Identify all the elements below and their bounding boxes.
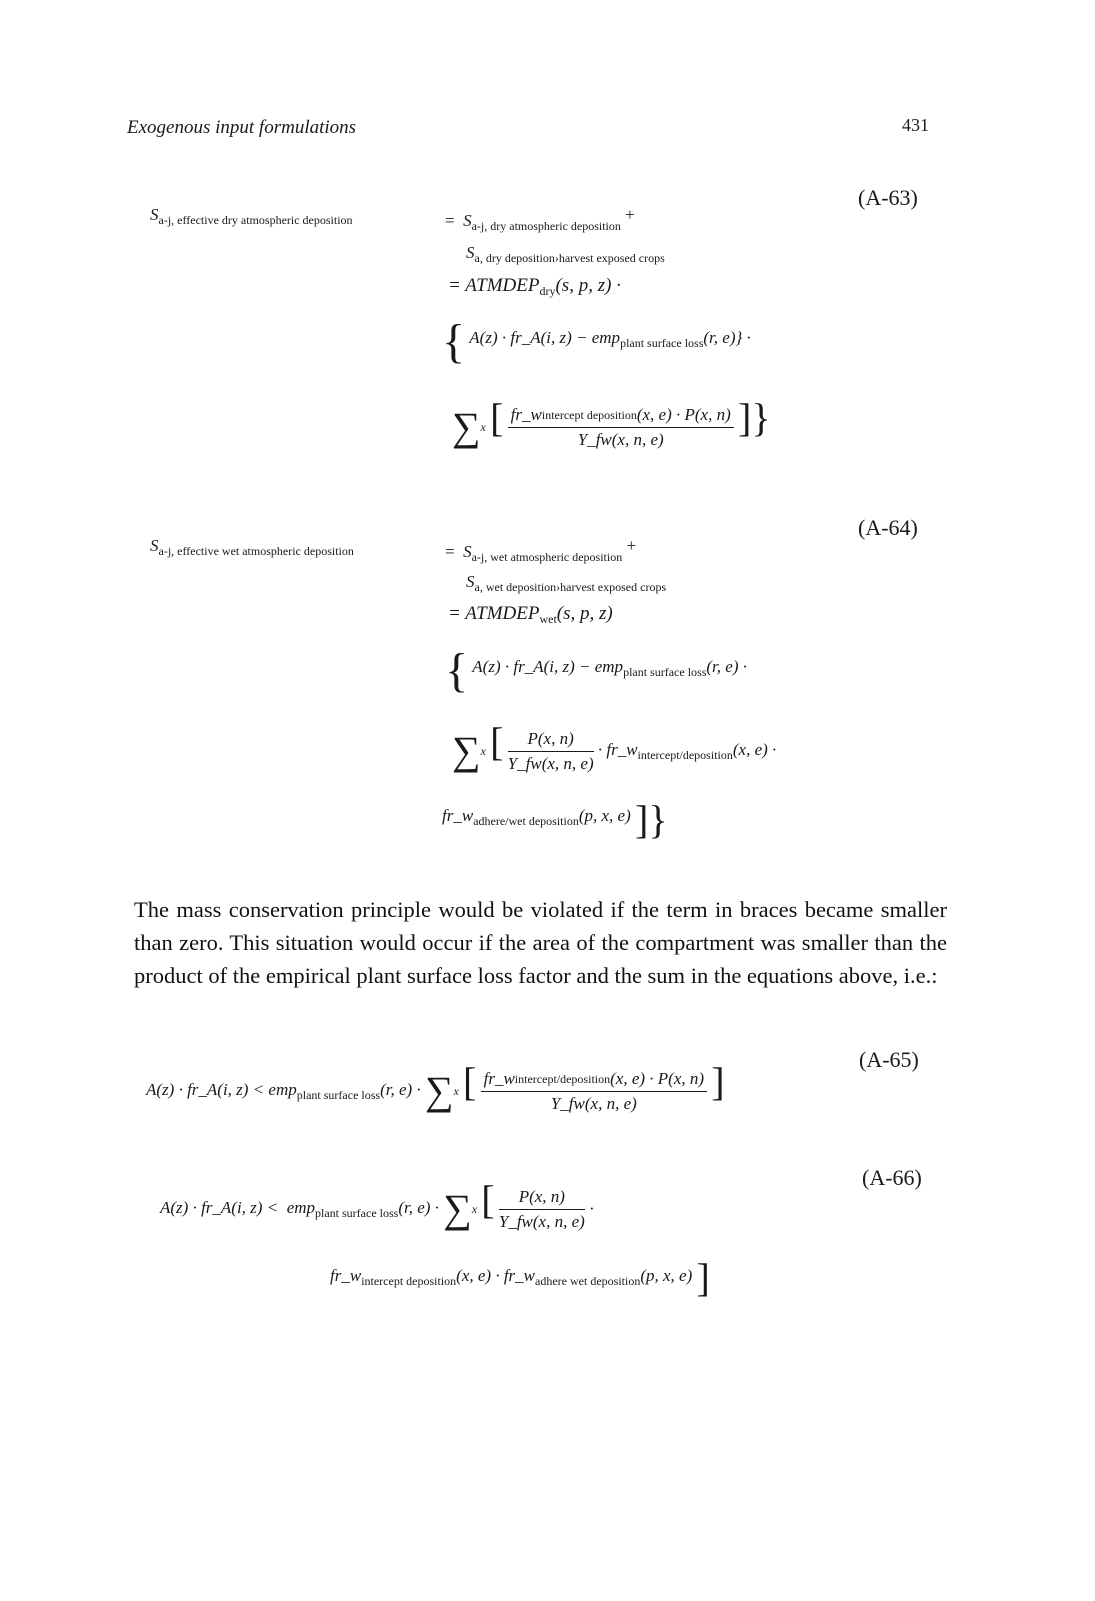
equation-lhs: $S_{a-j, effective wet atmospheric deposition}$ (150, 536, 354, 558)
equation-line-5: ∑x [ $\frac{P(x, n)}{Y\_fw(x, n, e)}$ · $fr\_w_{intercept/deposition}(x$, e) · (452, 719, 777, 774)
equation-line-5: ∑x [ $\frac{\text{fr\_wintercept deposition(x, e) · P(x, n)}}{Y\_fw(x, n, e)}$ ]} (452, 395, 771, 450)
equation-line-1: = $S_{a-j, wet atmospheric deposition}$ + (445, 536, 637, 564)
equation-number: (A-66) (862, 1165, 922, 1190)
running-title: Exogenous input formulations (127, 117, 357, 138)
body-paragraph: The mass conservation principle would be violated if the term in braces became smaller than zero. This situation would occur if the area of the compartment was smaller than the product of the empirical plant surface loss factor and the sum in the equations above, i.e.: (134, 897, 947, 988)
equation-line-2: $S_{a, dry deposition›harvest exposed crops}$ (466, 243, 665, 265)
equation-line-2: $fr\_w_{intercept deposition}(x$, $e) \cdot fr\_w_{adhere wet deposition}(p$, x, e) ] (330, 1255, 710, 1300)
fraction: $\frac{P(x, n)}{Y\_fw(x, n, e)}$ (507, 728, 594, 773)
fraction: $\frac{\text{fr\_wintercept deposition(x, e) · P(x, n)}}{Y\_fw(x, n, e)}$ (508, 405, 734, 450)
equation-line-3: = $ATMDEP_{wet}(s$, p, z) (448, 603, 613, 626)
equation-line-1: A(z) · fr_A(i, z) < emp$_{plant surface loss}$(r, e) · ∑x [ $\frac{\text{fr\_wintercept/deposition(x, e) · P(x, n)}}{Y\_fw(x, n, e)}$ ] (146, 1059, 725, 1114)
equation-lhs: $S_{a-j, effective dry atmospheric deposition}$ (150, 205, 353, 227)
equation-line-4: { A(z) · fr_A(i, z) − emp$_{plant surface loss}$(r, e)} · (442, 315, 751, 368)
equation-line-1: A(z) · fr_A(i, z) < emp$_{plant surface loss}$(r, e) · ∑x [ $\frac{P(x, n)}{Y\_fw(x, n, e)}$ · (160, 1177, 595, 1232)
fraction: $\frac{\text{fr\_wintercept/deposition(x, e) · P(x, n)}}{Y\_fw(x, n, e)}$ (481, 1069, 707, 1114)
equation-line-1: = $S_{a-j, dry atmospheric deposition}$ + (445, 205, 635, 233)
equation-line-6: $fr\_w_{adhere/wet deposition}(p$, x, e) ]} (442, 797, 668, 842)
equation-number: (A-65) (859, 1047, 919, 1072)
equation-line-2: $S_{a, wet deposition›harvest exposed crops}$ (466, 572, 667, 594)
fraction: $\frac{P(x, n)}{Y\_fw(x, n, e)}$ (498, 1186, 585, 1231)
equation-number: (A-64) (858, 515, 918, 540)
equation-line-3: = $ATMDEP_{dry}(s$, p, z) · (448, 275, 621, 298)
equation-number: (A-63) (858, 185, 918, 210)
equation-line-4: { A(z) · fr_A(i, z) − emp$_{plant surface loss}$(r, e) · (445, 644, 747, 697)
page-number: 431 (902, 115, 929, 135)
